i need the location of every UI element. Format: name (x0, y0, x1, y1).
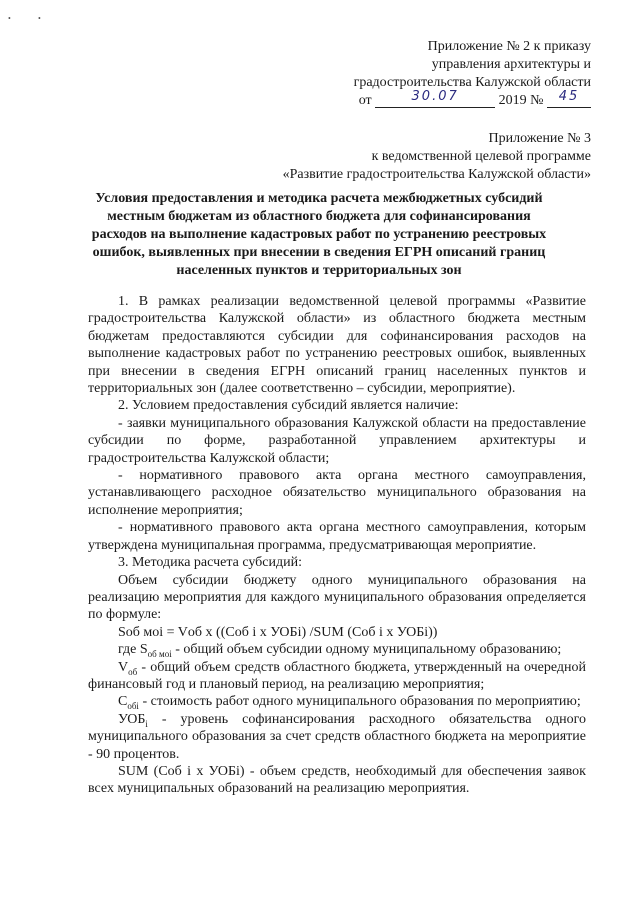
header-line: Приложение № 3 (488, 131, 591, 146)
paragraph: 3. Методика расчета субсидий: (118, 555, 303, 571)
definition (88, 711, 586, 763)
scan-dot: • (8, 14, 11, 23)
header-line: градостроительства Калужской области (353, 75, 591, 90)
paragraph: 1. В рамках реализации ведомственной целевой программы «Развитие градостроительства Калужской области» из областного бюджета местным бюджетам предоставляются субсидии для софинансирования расходов на выполнение кадастровых работ по устранению реестровых ошибок, выявленных при внесении в сведения ЕГРН описаний границ населенных пунктов и территориальных зон (далее соответственно – субсидии, мероприятие). (88, 294, 586, 397)
definition-text: - общий объем средств областного бюджета, утвержденный на очередной финансовый год и плановый период, на реализацию мероприятия; (88, 659, 586, 692)
order-date-number-line (261, 89, 591, 110)
subscript: обi (127, 701, 139, 712)
from-label: от (358, 93, 372, 108)
subscript: i (145, 718, 148, 729)
definition-text: - уровень софинансирования расходного обязательства одного муниципального образования за счет средств областного бюджета на мероприятие - 90 процентов. (88, 711, 586, 762)
definition-text: - стоимость работ одного муниципального образования по мероприятию; (138, 694, 581, 710)
paragraph: Объем субсидии бюджету одного муниципального образования на реализацию мероприятия для каждого муниципального образования определяется по формуле: (88, 572, 586, 623)
definition (88, 693, 586, 710)
scan-dot: • (38, 14, 41, 23)
formula: Sоб моi = Vоб х ((Соб i х УОБi) /SUM (Соб i х УОБi)) (118, 624, 438, 640)
program-appendix-header (261, 130, 591, 184)
definition (88, 659, 586, 694)
list-item: - нормативного правового акта органа местного самоуправления, которым утверждена муниципальная программа, предусматривающая мероприятие. (88, 520, 586, 553)
definition (88, 641, 586, 658)
subscript: об моi (147, 648, 172, 659)
handwritten-number: 45 (558, 89, 580, 104)
symbol: где S (118, 642, 148, 658)
year-label: 2019 № (498, 93, 544, 108)
document-title: Условия предоставления и методика расчета межбюджетных субсидий местным бюджетам из областного бюджета для софинансирования расходов на выполнение кадастровых работ по устранению реестровых ошибок, выявленных при внесении в сведения ЕГРН описаний границ населенных пунктов и территориальных зон (91, 191, 547, 278)
header-line: к ведомственной целевой программе (371, 149, 591, 164)
header-line: управления архитектуры и (431, 57, 591, 72)
header-line: Приложение № 2 к приказу (427, 39, 591, 54)
paragraph: 2. Условием предоставления субсидий является наличие: (118, 398, 459, 414)
symbol: УОБ (118, 711, 146, 727)
list-item: - нормативного правового акта органа местного самоуправления, устанавливающего расходное обязательство муниципального образования на исполнение мероприятия; (88, 468, 586, 518)
paragraph: SUM (Соб i х УОБi) - объем средств, необходимый для обеспечения заявок всех муниципальных образований на реализацию мероприятия. (88, 763, 586, 797)
document-body (88, 293, 586, 798)
handwritten-date: 30.07 (411, 89, 459, 104)
subscript: об (128, 666, 138, 677)
order-appendix-header (261, 38, 591, 110)
symbol: С (118, 694, 128, 710)
definition-text: - общий объем субсидии одному муниципальному образованию; (171, 642, 562, 658)
date-field (375, 89, 495, 108)
header-line: «Развитие градостроительства Калужской области» (282, 167, 591, 182)
number-field (547, 89, 591, 108)
symbol: V (118, 659, 129, 675)
list-item: - заявки муниципального образования Калужской области на предоставление субсидии по форме, разработанной управлением архитектуры и градостроительства Калужской области; (88, 415, 586, 466)
